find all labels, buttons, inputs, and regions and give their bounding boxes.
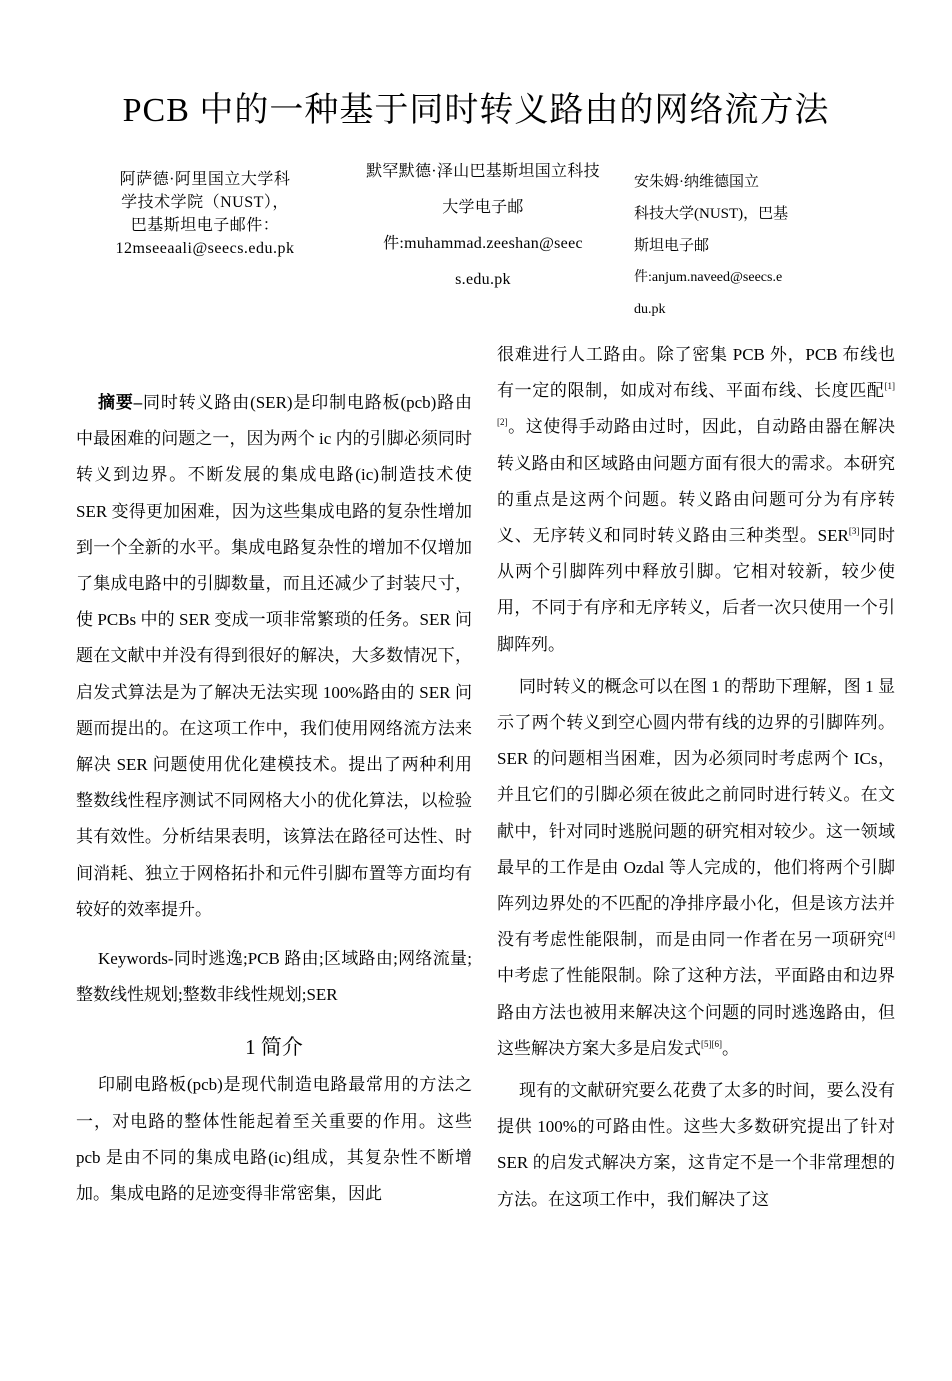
author-1-line: 学技术学院（NUST）， bbox=[121, 194, 289, 211]
body-paragraph bbox=[497, 669, 895, 1067]
intro-paragraph: 印刷电路板(pcb)是现代制造电路最常用的方法之一，对电路的整体性能起着至关重要的作用。这些 pcb 是由不同的集成电路(ic)组成，其复杂性不断增加。集成电路的足迹变得非常密集，因此 bbox=[76, 1075, 472, 1204]
author-2-line: 大学电子邮 bbox=[442, 199, 524, 216]
author-3-line: 科技大学(NUST)，巴基 bbox=[634, 206, 789, 222]
text-run: 中考虑了性能限制。除了这种方法，平面路由和边界路由方法也被用来解决这个问题的同时逃逸路由，但这些解决方案大多是启发式 bbox=[497, 966, 895, 1058]
text-run: 。 bbox=[722, 1038, 739, 1058]
citation: [1][2] bbox=[497, 381, 895, 428]
author-2-block bbox=[352, 154, 614, 298]
citation: [3] bbox=[848, 526, 860, 537]
author-1-block bbox=[96, 168, 314, 260]
author-3-line: 安朱姆·纳维德国立 bbox=[634, 174, 759, 190]
intro-paragraph-continued bbox=[497, 337, 895, 663]
right-column bbox=[497, 337, 895, 1218]
text-run: 同时转义的概念可以在图 1 的帮助下理解，图 1 显示了两个转义到空心圆内带有线的边界的引脚阵列。SER 的问题相当困难，因为必须同时考虑两个 ICs，并且它们的引脚必须在彼此之前同时进行转义。在文献中，针对同时逃脱问题的研究相对较少。这一领域最早的工作是由 Ozdal 等人完成的，他们将两个引脚阵列边界处的不匹配的净排序最小化，但是该方法并没有考虑性能限制，而是由同一作者在另一项研究 bbox=[497, 676, 895, 950]
author-2-line: 默罕默德·泽山巴基斯坦国立科技 bbox=[366, 163, 600, 180]
text-run: 。这使得手动路由过时，因此，自动路由器在解决转义路由和区域路由问题方面有很大的需求。本研究的重点是这两个问题。转义路由问题可分为有序转义、无序转义和同时转义路由三种类型。SER bbox=[497, 417, 895, 546]
abstract-paragraph bbox=[76, 385, 472, 928]
paper-title: PCB 中的一种基于同时转义路由的网络流方法 bbox=[122, 92, 830, 129]
author-3-line: 斯坦电子邮 bbox=[634, 238, 710, 254]
left-column bbox=[76, 385, 472, 1212]
body-paragraph: 现有的文献研究要么花费了太多的时间，要么没有提供 100%的可路由性。这些大多数研究提出了针对 SER 的启发式解决方案，这肯定不是一个非常理想的方法。在这项工作中，我们解决了这 bbox=[497, 1081, 895, 1209]
abstract-text: 同时转义路由(SER)是印制电路板(pcb)路由中最困难的问题之一，因为两个 ic 内的引脚必须同时转义到边界。不断发展的集成电路(ic)制造技术使 SER 变得更加困难，因为这些集成电路的复杂性增加到一个全新的水平。集成电路复杂性的增加不仅增加了集成电路中的引脚数量，而且还减少了封装尺寸，使 PCBs 中的 SER 变成一项非常繁琐的任务。SER 问题在文献中并没有得到很好的解决，大多数情况下，启发式算法是为了解决无法实现 100%路由的 SER 问题而提出的。在这项工作中，我们使用网络流方法来解决 SER 问题使用优化建模技术。提出了两种利用整数线性程序测试不同网格大小的优化算法，以检验其有效性。分析结果表明，该算法在路径可达性、时间消耗、独立于网格拓扑和元件引脚布置等方面均有较好的效率提升。 bbox=[76, 393, 472, 919]
author-1-line: 巴基斯坦电子邮件： bbox=[130, 217, 280, 234]
text-run: 同时从两个引脚阵列中释放引脚。它相对较新，较少使用，不同于有序和无序转义，后者一次只使用一个引脚阵列。 bbox=[497, 526, 895, 654]
citation: [5][6] bbox=[701, 1038, 722, 1049]
citation: [4] bbox=[884, 930, 895, 941]
author-2-email: 件:muhammad.zeeshan@seec bbox=[383, 235, 583, 252]
text-run: 很难进行人工路由。除了密集 PCB 外，PCB 布线也有一定的限制，如成对布线、平面布线、长度匹配 bbox=[497, 345, 895, 401]
author-2-email: s.edu.pk bbox=[455, 271, 511, 288]
section-heading: 1 简介 bbox=[245, 1035, 303, 1060]
author-1-email: 12mseeaali@seecs.edu.pk bbox=[115, 240, 295, 257]
author-1-line: 阿萨德·阿里国立大学科 bbox=[119, 171, 291, 188]
abstract-heading: 摘要– bbox=[98, 393, 143, 412]
author-3-email: du.pk bbox=[634, 302, 666, 317]
author-3-email: 件:anjum.naveed@seecs.e bbox=[634, 270, 783, 285]
author-3-block bbox=[634, 166, 810, 326]
keywords-paragraph: Keywords-同时逃逸;PCB 路由;区域路由;网络流量;整数线性规划;整数非线性规划;SER bbox=[76, 949, 472, 1005]
